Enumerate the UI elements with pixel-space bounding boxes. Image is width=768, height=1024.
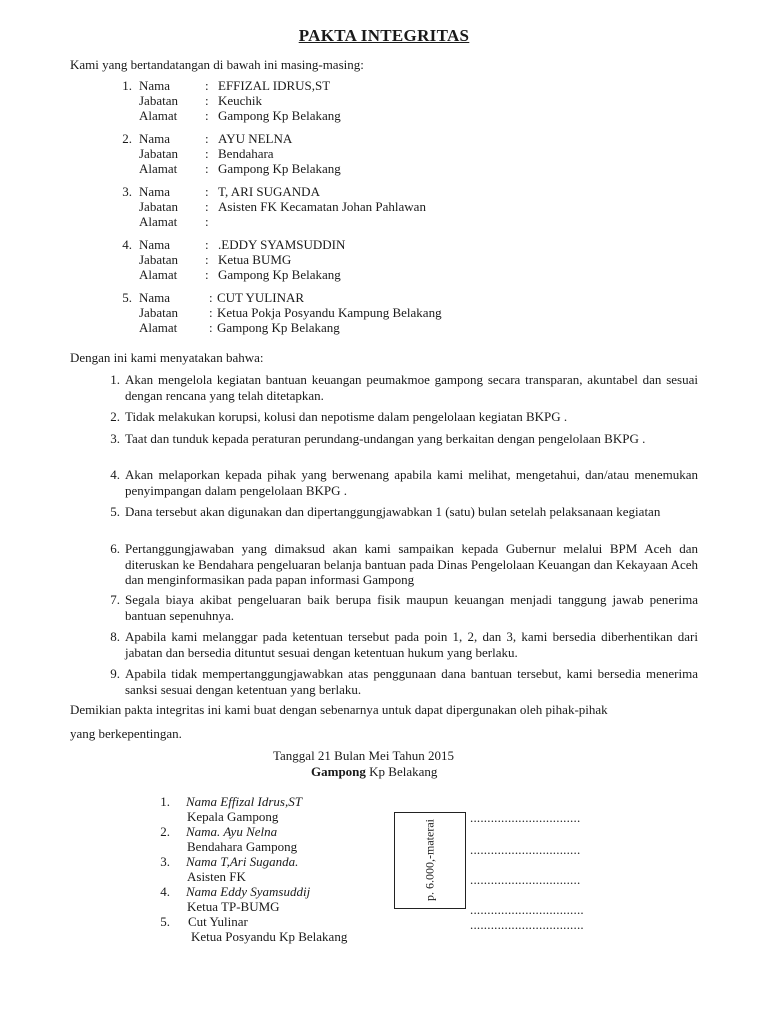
statement-number: 1. [110,372,120,387]
statement-text: Segala biaya akibat pengeluaran baik berupa fisik maupun keuangan menjadi tanggung jawab penerima bantuan sepenuhnya. [125,592,698,623]
materai-text: p. 6.000,-materai [422,819,437,901]
member-position: Asisten FK Kecamatan Johan Pahlawan [218,199,426,214]
member-colon: : [209,290,213,305]
member-number: 3. [122,184,132,199]
statement-number: 5. [110,504,120,519]
intro-text: Kami yang bertandatangan di bawah ini masing-masing: [70,57,364,72]
member-colon: : [205,214,209,229]
statement-text: Pertanggungjawaban yang dimaksud akan kami sampaikan kepada Gubernur melalui BPM Aceh dan diteruskan ke Bendahara pengeluaran belanja bantuan pada Dinas Pengelolaan Keuangan dan Kekayaan Aceh dan menginformasikan pada papan informasi Gampong [125,541,698,587]
statement-text: Apabila tidak mempertanggungjawabkan atas penggunaan dana bantuan tersebut, kami bersedia menerima sanksi sesuai dengan ketentuan yang berlaku. [125,666,698,697]
place-label: Gampong [311,764,366,779]
member-colon: : [205,184,209,199]
signature-line: ................................ [470,872,581,887]
member-number: 4. [122,237,132,252]
signature-line: ................................. [470,902,584,917]
signature-line: ................................. [470,917,584,932]
member-address: Gampong Kp Belakang [218,161,341,176]
statement-number: 3. [110,431,120,446]
member-label: Jabatan [139,305,178,320]
member-label: Alamat [139,214,178,229]
member-label: Nama [139,131,171,146]
signatory-role: Asisten FK [187,869,246,884]
member-label: Jabatan [139,93,178,108]
signatory-name: Nama Eddy Syamsuddij [186,884,311,899]
member-number: 5. [122,290,132,305]
member-name: CUT YULINAR [217,290,305,305]
signatory-role: Kepala Gampong [187,809,279,824]
signatory-number: 5. [160,914,170,929]
signatory-role: Ketua Posyandu Kp Belakang [191,929,348,944]
member-number: 1. [122,78,132,93]
member-label: Nama [139,184,171,199]
signatory-name: Nama T,Ari Suganda. [186,854,299,869]
member-position: Keuchik [218,93,263,108]
member-address: Gampong Kp Belakang [217,320,340,335]
member-colon: : [209,320,213,335]
statement-text: Tidak melakukan korupsi, kolusi dan nepotisme dalam pengelolaan kegiatan BKPG . [125,409,568,424]
date-line: Tanggal 21 Bulan Mei Tahun 2015 [273,748,454,763]
member-colon: : [205,237,209,252]
statement-text: Akan melaporkan kepada pihak yang berwenang apabila kami melihat, mengetahui, dan/atau menemukan penyimpangan dalam pengelolaan BKPG . [125,467,698,498]
member-name: .EDDY SYAMSUDDIN [218,237,346,252]
signatory-number: 4. [160,884,170,899]
member-colon: : [205,161,209,176]
statement-number: 4. [110,467,120,482]
signature-line: ................................ [470,810,581,825]
member-label: Jabatan [139,199,178,214]
closing-text-line2: yang berkepentingan. [70,726,182,741]
member-label: Nama [139,78,171,93]
signatory-role: Ketua TP-BUMG [187,899,280,914]
member-colon: : [205,78,209,93]
statement-text: Akan mengelola kegiatan bantuan keuangan peumakmoe gampong secara transparan, akuntabel dan sesuai dengan rencana yang telah ditetapkan. [125,372,698,403]
member-colon: : [205,252,209,267]
member-label: Nama [139,290,171,305]
member-name: EFFIZAL IDRUS,ST [218,78,331,93]
statement-number: 7. [110,592,120,607]
statement-number: 6. [110,541,120,556]
member-label: Alamat [139,320,178,335]
statement-text: Dana tersebut akan digunakan dan dipertanggungjawabkan 1 (satu) bulan setelah pelaksanaan kegiatan [125,504,661,519]
member-position: Ketua Pokja Posyandu Kampung Belakang [217,305,442,320]
member-position: Ketua BUMG [218,252,292,267]
member-colon: : [205,199,209,214]
member-label: Alamat [139,267,178,282]
member-colon: : [205,131,209,146]
closing-text-line1: Demikian pakta integritas ini kami buat dengan sebenarnya untuk dapat dipergunakan oleh pihak-pihak [70,702,608,717]
member-label: Alamat [139,108,178,123]
statement-text: Apabila kami melanggar pada ketentuan tersebut pada poin 1, 2, dan 3, kami bersedia diberhentikan dari jabatan dan bersedia dituntut sesuai dengan ketentuan hukum yang berlaku. [125,629,698,660]
member-label: Jabatan [139,252,178,267]
member-label: Jabatan [139,146,178,161]
signature-line: ................................ [470,842,581,857]
signatory-name: Cut Yulinar [188,914,248,929]
statement-text: Taat dan tunduk kepada peraturan perundang-undangan yang berkaitan dengan pengelolaan BKPG . [125,431,646,446]
statement-number: 9. [110,666,120,681]
member-label: Alamat [139,161,178,176]
signatory-number: 2. [160,824,170,839]
materai-stamp-box [394,812,466,909]
statement-number: 8. [110,629,120,644]
member-address: Gampong Kp Belakang [218,267,341,282]
statement-number: 2. [110,409,120,424]
place-line [311,764,437,779]
member-label: Nama [139,237,171,252]
member-address: Gampong Kp Belakang [218,108,341,123]
member-colon: : [205,93,209,108]
member-colon: : [209,305,213,320]
member-colon: : [205,267,209,282]
member-colon: : [205,108,209,123]
signatory-name: Nama Effizal Idrus,ST [186,794,302,809]
member-name: T, ARI SUGANDA [218,184,320,199]
signatory-number: 1. [160,794,170,809]
signatory-number: 3. [160,854,170,869]
member-name: AYU NELNA [218,131,293,146]
document-title: PAKTA INTEGRITAS [298,26,470,45]
statement-intro: Dengan ini kami menyatakan bahwa: [70,350,264,365]
member-number: 2. [122,131,132,146]
signatory-name: Nama. Ayu Nelna [186,824,278,839]
place-name: Kp Belakang [365,764,438,779]
signatory-role: Bendahara Gampong [187,839,298,854]
member-colon: : [205,146,209,161]
member-position: Bendahara [218,146,274,161]
